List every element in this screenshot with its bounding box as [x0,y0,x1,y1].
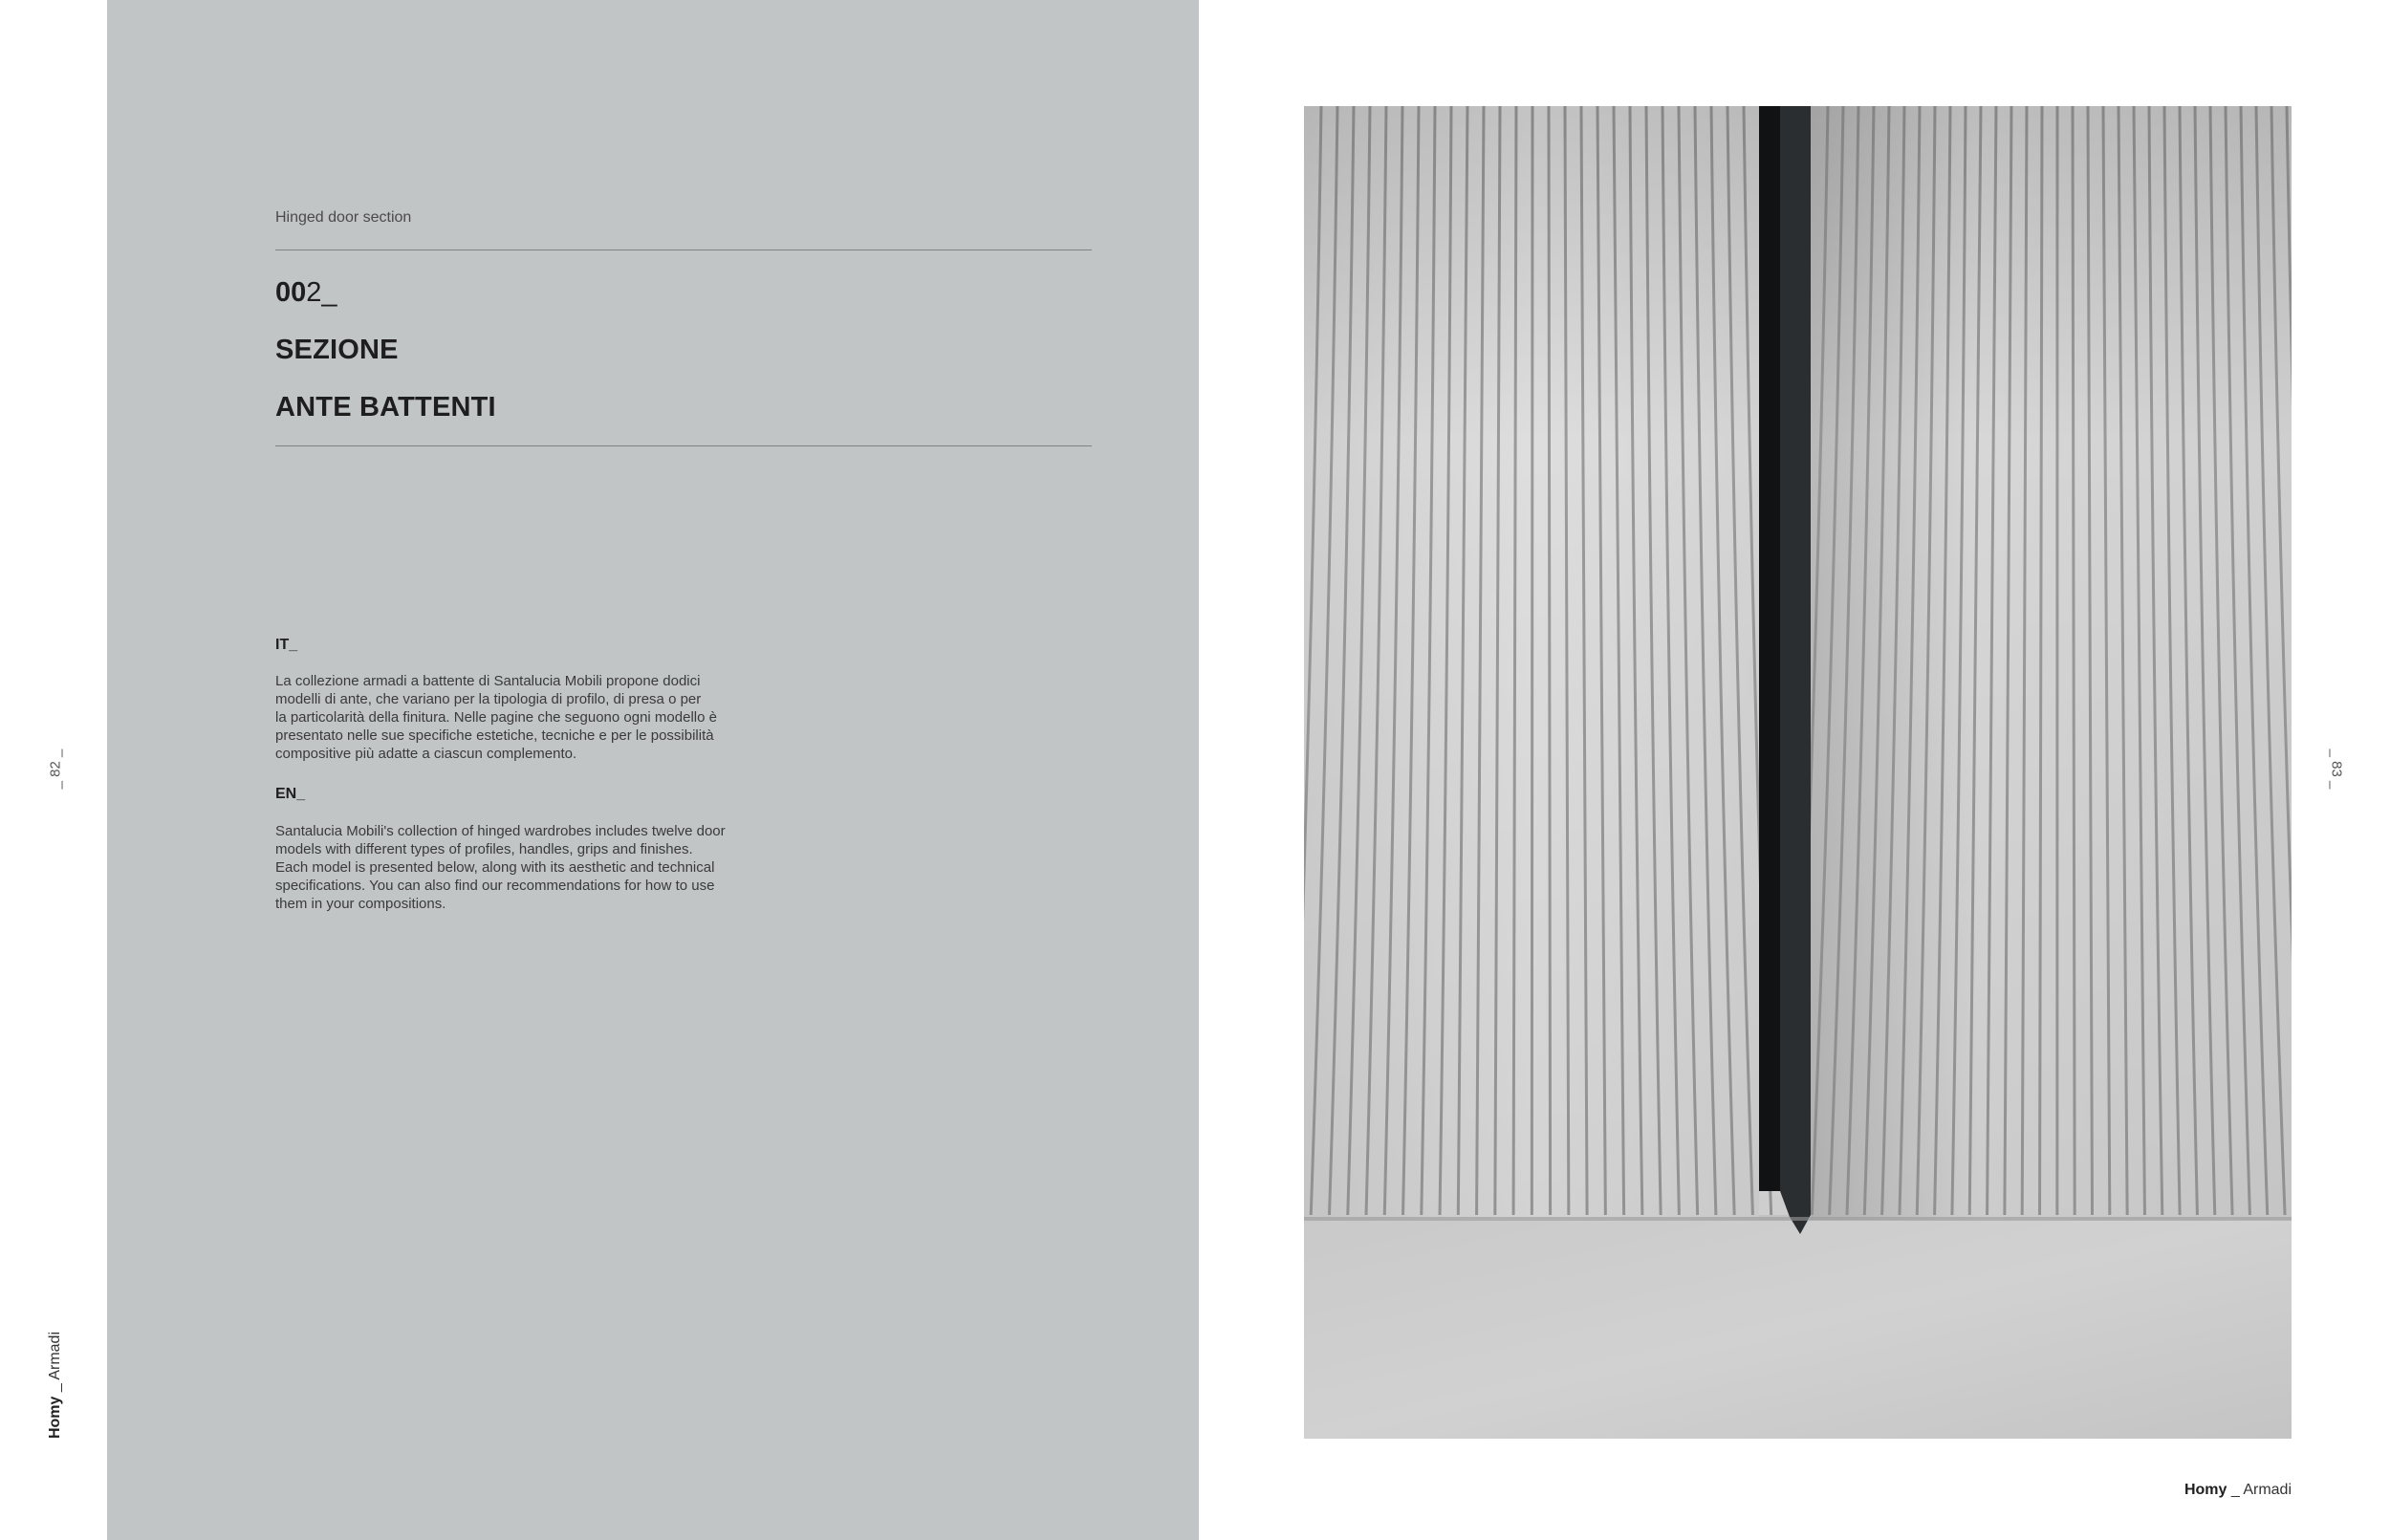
paragraph-line: specifications. You can also find our recommendations for how to use [275,878,715,894]
brand-footer-right [2103,1482,2292,1499]
section-number [275,277,337,309]
paragraph-line: La collezione armadi a battente di Santalucia Mobili propone dodici [275,673,701,689]
brand-section: Armadi [47,1331,63,1380]
italian-paragraph [275,672,753,763]
section-number-bold: 00 [275,277,307,308]
brand-name: Homy [47,1396,63,1440]
brand-section: Armadi [2243,1482,2292,1498]
wardrobe-door-photo [1304,106,2292,1439]
italian-label: IT_ [275,637,298,653]
section-title-line2: ANTE BATTENTI [275,392,496,423]
brand-name: Homy [2184,1482,2227,1498]
concrete-floor [1304,1215,2292,1439]
floor-edge-shadow [1304,1217,2292,1221]
divider-bottom [275,445,1092,446]
english-paragraph [275,822,753,913]
paragraph-line: compositive più adatte a ciascun complemento. [275,746,577,762]
section-title-line1: SEZIONE [275,335,399,365]
paragraph-line: modelli di ante, che variano per la tipologia di profilo, di presa o per [275,691,702,707]
paragraph-line: models with different types of profiles, handles, grips and finishes. [275,841,693,857]
paragraph-line: Each model is presented below, along with its aesthetic and technical [275,859,715,876]
brand-footer-left [47,1307,64,1464]
page-number-right: _ 83 _ [2328,748,2345,790]
section-number-light: 2_ [306,277,337,308]
brand-separator: _ [2227,1482,2244,1498]
page-number-left: _ 82 _ [47,748,64,790]
english-label: EN_ [275,786,306,802]
divider-top [275,249,1092,250]
door-gap [1759,106,1780,1191]
paragraph-line: them in your compositions. [275,896,446,912]
section-kicker: Hinged door section [275,209,412,226]
brand-separator: _ [47,1379,63,1397]
paragraph-line: presentato nelle sue specifiche estetiche, tecniche e per le possibilità [275,727,714,744]
door-profile-handle [1780,106,1811,1234]
paragraph-line: la particolarità della finitura. Nelle pagine che seguono ogni modello è [275,709,717,726]
left-page-gray-panel [107,0,1199,1540]
paragraph-line: Santalucia Mobili's collection of hinged wardrobes includes twelve door [275,823,726,839]
